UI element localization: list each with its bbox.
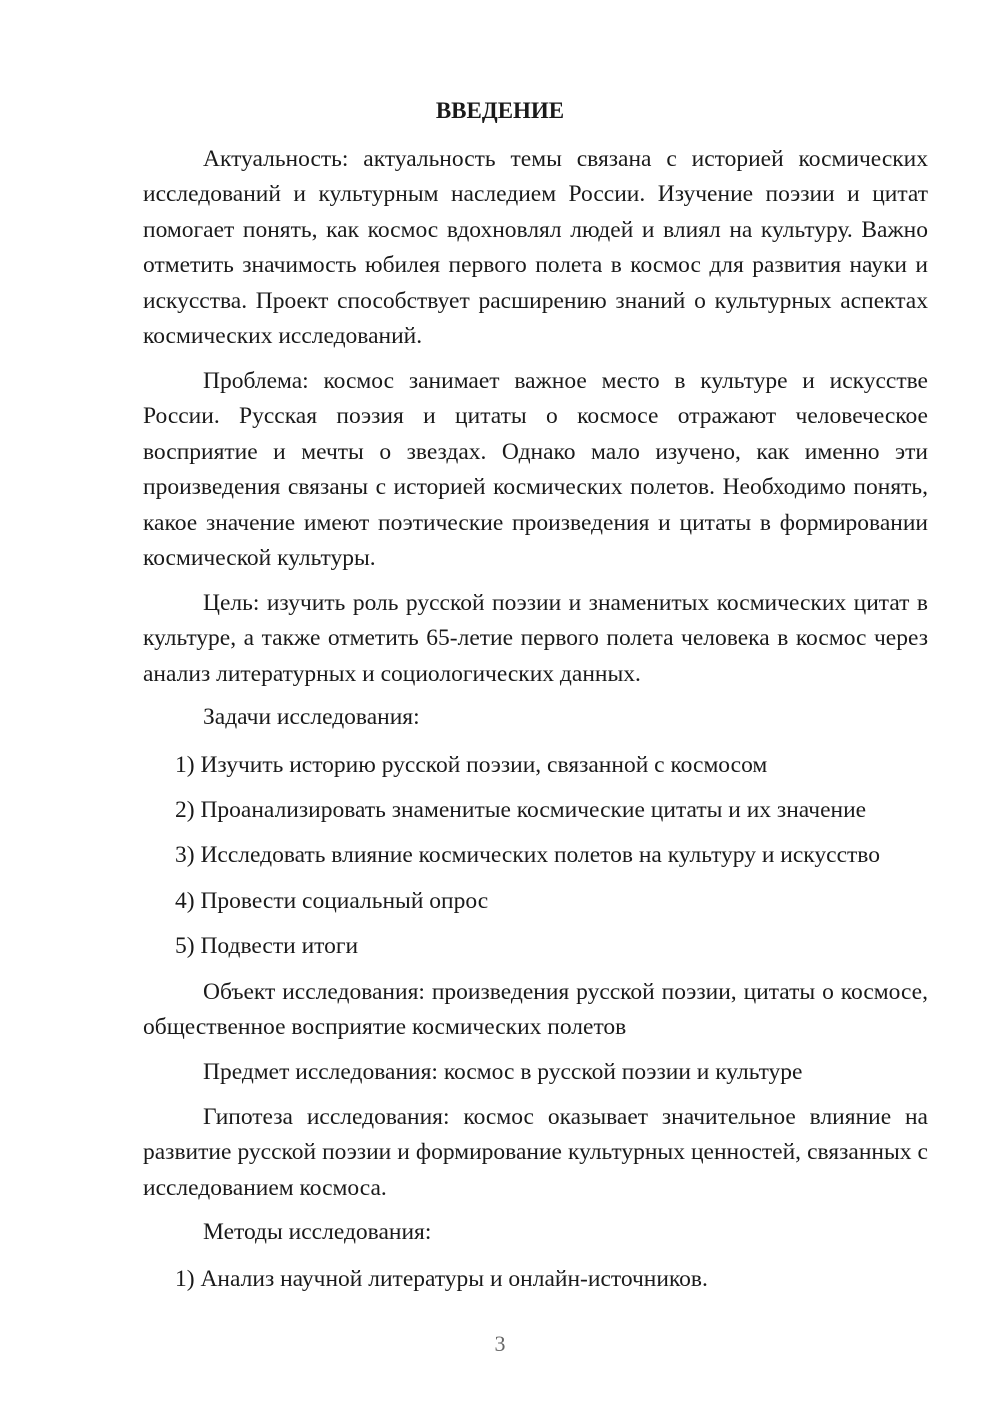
list-item-task-1: 1) Изучить историю русской поэзии, связанной с космосом [175, 752, 768, 778]
list-item-method-1: 1) Анализ научной литературы и онлайн-источников. [175, 1266, 708, 1292]
methods-heading: Методы исследования: [203, 1219, 432, 1245]
page-title: ВВЕДЕНИЕ [435, 98, 565, 123]
tasks-heading: Задачи исследования: [203, 704, 420, 730]
paragraph-subject: Предмет исследования: космос в русской поэзии и культуре [203, 1059, 803, 1085]
list-item-task-3: 3) Исследовать влияние космических полетов на культуру и искусство [175, 842, 880, 868]
list-item-task-5: 5) Подвести итоги [175, 933, 359, 959]
paragraph-hypothesis: Гипотеза исследования: космос оказывает значительное влияние на развитие русской поэзии и формирование культурных ценностей, связанных с исследованием космоса. [143, 1104, 928, 1201]
list-item-task-4: 4) Провести социальный опрос [175, 888, 489, 914]
paragraph-goal: Цель: изучить роль русской поэзии и знаменитых космических цитат в культуре, а также отметить 65-летие первого полета человека в космос через анализ литературных и социологических данных. [143, 590, 928, 687]
paragraph-object: Объект исследования: произведения русской поэзии, цитаты о космосе, общественное восприятие космических полетов [143, 979, 928, 1041]
paragraph-problem: Проблема: космос занимает важное место в культуре и искусстве России. Русская поэзия и цитаты о космосе отражают человеческое восприятие и мечты о звездах. Однако мало изучено, как именно эти произведения связаны с историей космических полетов. Необходимо понять, какое значение имеют поэтические произведения и цитаты в формировании космической культуры. [143, 368, 928, 572]
paragraph-actuality: Актуальность: актуальность темы связана с историей космических исследований и культурным наследием России. Изучение поэзии и цитат помогает понять, как космос вдохновлял людей и влиял на культуру. Важно отметить значимость юбилея первого полета в космос для развития науки и искусства. Проект способствует расширению знаний о культурных аспектах космических исследований. [143, 146, 928, 350]
list-item-task-2: 2) Проанализировать знаменитые космические цитаты и их значение [175, 797, 867, 823]
page-number: 3 [494, 1331, 506, 1356]
